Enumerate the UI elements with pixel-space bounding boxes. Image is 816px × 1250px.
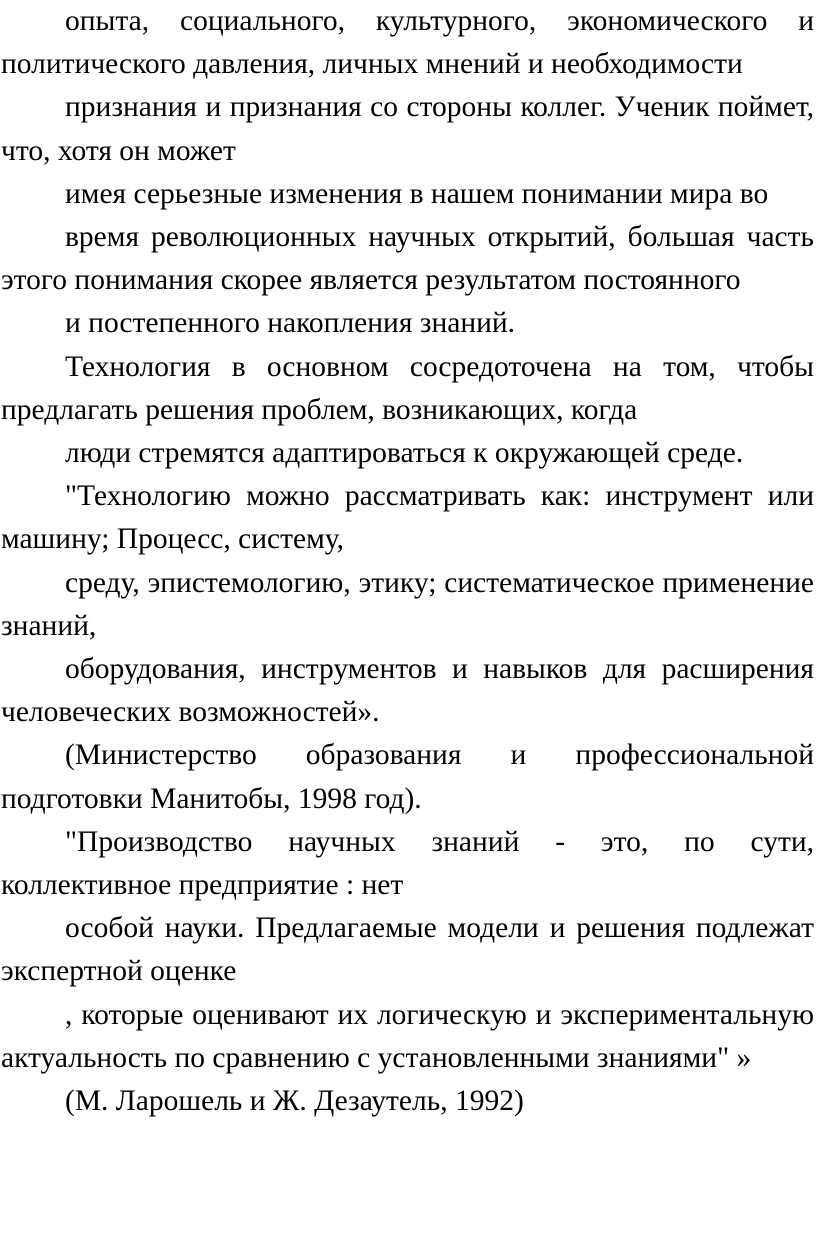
paragraph-8: "Технологию можно рассматривать как: инструмент или машину; Процесс, систему,: [1, 480, 814, 556]
paragraph-10: оборудования, инструментов и навыков для расширения человеческих возможностей».: [1, 653, 814, 729]
paragraph-11: (Министерство образования и профессиональной подготовки Манитобы, 1998 год).: [1, 739, 814, 815]
paragraph-13: особой науки. Предлагаемые модели и решения подлежат экспертной оценке: [1, 912, 814, 988]
paragraph-12: "Производство научных знаний - это, по сути, коллективное предприятие : нет: [1, 825, 814, 902]
paragraph-14: , которые оценивают их логическую и экспериментальную актуальность по сравнению с установленными знаниями" »: [1, 998, 814, 1074]
paragraph-1: опыта, социального, культурного, экономического и политического давления, личных мнений и необходимости: [1, 5, 814, 81]
paragraph-15: (М. Ларошель и Ж. Дезаутель, 1992): [65, 1085, 524, 1118]
paragraph-9: среду, эпистемологию, этику; систематическое применение знаний,: [1, 566, 814, 642]
paragraph-2: признания и признания со стороны коллег. Ученик поймет, что, хотя он может: [1, 91, 814, 167]
paragraph-6: Технология в основном сосредоточена на том, чтобы предлагать решения проблем, возникающих, когда: [1, 350, 814, 426]
paragraph-4: время революционных научных открытий, большая часть этого понимания скорее является результатом постоянного: [1, 221, 814, 297]
paragraph-3: имея серьезные изменения в нашем понимании мира во: [65, 177, 769, 210]
paragraph-7: люди стремятся адаптироваться к окружающей среде.: [65, 437, 744, 470]
paragraph-5: и постепенного накопления знаний.: [65, 307, 516, 340]
